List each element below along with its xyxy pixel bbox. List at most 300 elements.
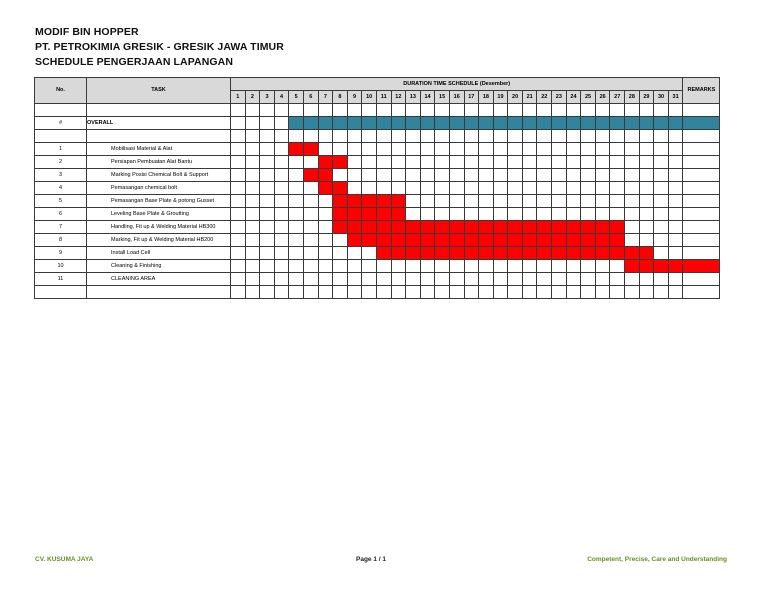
empty-cell (683, 286, 720, 299)
empty-cell (362, 104, 377, 117)
day-cell (391, 273, 406, 286)
schedule-bar-cell (654, 117, 669, 130)
day-cell (435, 260, 450, 273)
day-number: 30 (654, 91, 669, 104)
schedule-bar-cell (610, 117, 625, 130)
day-cell (581, 169, 596, 182)
day-cell (406, 260, 421, 273)
empty-cell (333, 104, 348, 117)
day-cell (508, 182, 523, 195)
schedule-bar-cell (376, 208, 391, 221)
empty-cell (537, 130, 552, 143)
schedule-bar-cell (318, 182, 333, 195)
day-cell (610, 208, 625, 221)
schedule-bar-cell (420, 117, 435, 130)
day-cell (654, 156, 669, 169)
day-cell (552, 195, 567, 208)
day-cell (654, 195, 669, 208)
day-cell (449, 143, 464, 156)
empty-cell (303, 130, 318, 143)
task-number: 5 (35, 195, 87, 208)
day-cell (552, 260, 567, 273)
day-cell (581, 260, 596, 273)
task-number: 7 (35, 221, 87, 234)
day-cell (391, 260, 406, 273)
schedule-bar-cell (522, 234, 537, 247)
day-cell (347, 156, 362, 169)
day-cell (654, 247, 669, 260)
day-cell (289, 221, 304, 234)
task-name-cell (87, 260, 231, 273)
day-cell (639, 143, 654, 156)
day-cell (333, 234, 348, 247)
day-cell (668, 208, 683, 221)
day-number: 16 (449, 91, 464, 104)
day-cell (260, 143, 275, 156)
day-cell (581, 195, 596, 208)
schedule-bar-cell (566, 221, 581, 234)
schedule-bar-cell (595, 117, 610, 130)
day-cell (610, 143, 625, 156)
day-cell (260, 208, 275, 221)
day-number: 17 (464, 91, 479, 104)
schedule-bar-cell (391, 234, 406, 247)
empty-cell (318, 104, 333, 117)
empty-cell (260, 130, 275, 143)
day-cell (231, 208, 246, 221)
schedule-bar-cell (566, 234, 581, 247)
day-number: 24 (566, 91, 581, 104)
day-cell (522, 156, 537, 169)
day-cell (289, 182, 304, 195)
schedule-bar-cell (537, 234, 552, 247)
task-name-cell (87, 208, 231, 221)
empty-cell (362, 130, 377, 143)
empty-cell (420, 104, 435, 117)
day-cell (420, 273, 435, 286)
task-number: 11 (35, 273, 87, 286)
day-number: 26 (595, 91, 610, 104)
overall-row (35, 117, 720, 130)
empty-cell (87, 130, 231, 143)
footer-page-number: Page 1 / 1 (356, 556, 386, 563)
day-cell (231, 260, 246, 273)
day-cell (625, 169, 640, 182)
day-cell (435, 208, 450, 221)
day-cell (522, 143, 537, 156)
day-cell (508, 156, 523, 169)
day-cell (566, 169, 581, 182)
day-cell (668, 273, 683, 286)
day-cell (274, 234, 289, 247)
day-cell (245, 234, 260, 247)
spacer-row (35, 286, 720, 299)
day-cell (464, 195, 479, 208)
day-cell (479, 260, 494, 273)
day-cell (303, 195, 318, 208)
empty-cell (406, 286, 421, 299)
schedule-bar-cell (376, 247, 391, 260)
empty-cell (35, 130, 87, 143)
remarks-cell (683, 156, 720, 169)
day-cell (654, 234, 669, 247)
day-cell (449, 273, 464, 286)
task-name: Cleaning & Finishing (111, 262, 162, 269)
empty-cell (391, 104, 406, 117)
day-cell (508, 195, 523, 208)
task-row (35, 260, 720, 273)
empty-cell (347, 130, 362, 143)
empty-cell (566, 104, 581, 117)
empty-cell (668, 104, 683, 117)
day-cell (449, 208, 464, 221)
day-cell (552, 182, 567, 195)
day-cell (493, 156, 508, 169)
day-cell (625, 221, 640, 234)
empty-cell (552, 130, 567, 143)
empty-cell (35, 104, 87, 117)
day-cell (639, 273, 654, 286)
day-cell (391, 182, 406, 195)
task-row (35, 169, 720, 182)
task-number: 3 (35, 169, 87, 182)
schedule-bar-cell (406, 117, 421, 130)
empty-cell (683, 130, 720, 143)
empty-cell (625, 130, 640, 143)
empty-cell (289, 104, 304, 117)
day-cell (566, 208, 581, 221)
day-cell (639, 182, 654, 195)
schedule-bar-cell (581, 117, 596, 130)
day-cell (464, 169, 479, 182)
schedule-bar-cell (639, 117, 654, 130)
day-cell (391, 156, 406, 169)
empty-cell (522, 104, 537, 117)
day-cell (595, 260, 610, 273)
day-cell (420, 156, 435, 169)
day-cell (668, 182, 683, 195)
day-cell (654, 143, 669, 156)
day-cell (508, 260, 523, 273)
empty-cell (668, 286, 683, 299)
schedule-bar-cell (493, 234, 508, 247)
schedule-bar-cell (552, 247, 567, 260)
day-cell (231, 117, 246, 130)
empty-cell (35, 286, 87, 299)
day-cell (464, 208, 479, 221)
day-cell (274, 260, 289, 273)
day-cell (668, 195, 683, 208)
schedule-bar-cell (595, 221, 610, 234)
day-cell (347, 260, 362, 273)
task-name: Marking Posisi Chemical Bolt & Support (111, 171, 209, 178)
schedule-bar-cell (625, 247, 640, 260)
day-cell (245, 247, 260, 260)
day-cell (668, 221, 683, 234)
day-cell (581, 182, 596, 195)
schedule-bar-cell (435, 247, 450, 260)
schedule-bar-cell (362, 208, 377, 221)
day-cell (391, 143, 406, 156)
empty-cell (87, 104, 231, 117)
empty-cell (333, 130, 348, 143)
task-name-cell (87, 182, 231, 195)
day-cell (479, 156, 494, 169)
schedule-bar-cell (362, 221, 377, 234)
day-cell (231, 273, 246, 286)
schedule-bar-cell (537, 247, 552, 260)
remarks-cell (683, 143, 720, 156)
empty-cell (449, 286, 464, 299)
empty-cell (289, 130, 304, 143)
spacer-row (35, 104, 720, 117)
day-cell (479, 195, 494, 208)
day-cell (537, 156, 552, 169)
day-cell (274, 156, 289, 169)
day-cell (406, 143, 421, 156)
col-header-remarks: REMARKS (683, 78, 720, 104)
day-number: 1 (231, 91, 246, 104)
day-cell (274, 143, 289, 156)
empty-cell (639, 286, 654, 299)
day-cell (522, 260, 537, 273)
day-cell (654, 221, 669, 234)
day-cell (303, 260, 318, 273)
day-cell (406, 208, 421, 221)
day-cell (449, 182, 464, 195)
day-cell (537, 208, 552, 221)
schedule-bar-cell (449, 234, 464, 247)
schedule-bar-cell (376, 117, 391, 130)
remarks-cell (683, 247, 720, 260)
day-cell (260, 156, 275, 169)
empty-cell (245, 286, 260, 299)
day-cell (289, 169, 304, 182)
schedule-bar-cell (347, 195, 362, 208)
day-cell (595, 156, 610, 169)
day-cell (260, 169, 275, 182)
empty-cell (274, 104, 289, 117)
schedule-bar-cell (333, 117, 348, 130)
day-cell (260, 221, 275, 234)
schedule-bar-cell (376, 195, 391, 208)
empty-cell (435, 130, 450, 143)
day-number: 14 (420, 91, 435, 104)
task-name-cell (87, 247, 231, 260)
day-number: 19 (493, 91, 508, 104)
empty-cell (508, 286, 523, 299)
empty-cell (610, 286, 625, 299)
day-cell (362, 247, 377, 260)
day-cell (566, 143, 581, 156)
schedule-bar-cell (391, 221, 406, 234)
task-name: Install Load Cell (111, 249, 151, 256)
day-cell (522, 182, 537, 195)
empty-cell (493, 130, 508, 143)
day-number: 25 (581, 91, 596, 104)
empty-cell (376, 286, 391, 299)
task-name: Marking, Fit up & Welding Material HB200 (111, 236, 214, 243)
empty-cell (231, 286, 246, 299)
day-cell (376, 260, 391, 273)
empty-cell (274, 130, 289, 143)
day-cell (566, 195, 581, 208)
schedule-bar-cell (522, 247, 537, 260)
empty-cell (639, 104, 654, 117)
day-cell (303, 182, 318, 195)
day-number: 28 (625, 91, 640, 104)
schedule-bar-cell (464, 247, 479, 260)
day-cell (347, 247, 362, 260)
day-cell (333, 260, 348, 273)
empty-cell (610, 104, 625, 117)
day-cell (435, 195, 450, 208)
day-cell (318, 273, 333, 286)
schedule-bar-cell (595, 247, 610, 260)
schedule-bar-cell (420, 234, 435, 247)
empty-cell (231, 130, 246, 143)
schedule-bar-cell (435, 117, 450, 130)
day-cell (245, 221, 260, 234)
day-cell (245, 182, 260, 195)
task-row (35, 221, 720, 234)
day-cell (318, 143, 333, 156)
schedule-bar-cell (464, 117, 479, 130)
day-cell (347, 169, 362, 182)
day-cell (595, 169, 610, 182)
day-cell (260, 247, 275, 260)
day-cell (537, 143, 552, 156)
day-cell (260, 117, 275, 130)
day-cell (274, 195, 289, 208)
day-cell (552, 208, 567, 221)
task-name: CLEANING AREA (111, 275, 156, 282)
empty-cell (464, 286, 479, 299)
empty-cell (493, 104, 508, 117)
day-cell (260, 234, 275, 247)
day-cell (347, 273, 362, 286)
title-project: MODIF BIN HOPPER (35, 26, 139, 38)
empty-cell (595, 286, 610, 299)
day-cell (289, 195, 304, 208)
schedule-bar-cell (522, 117, 537, 130)
empty-cell (654, 104, 669, 117)
day-cell (289, 234, 304, 247)
day-cell (464, 182, 479, 195)
schedule-bar-cell (493, 117, 508, 130)
day-cell (595, 195, 610, 208)
day-cell (245, 143, 260, 156)
day-cell (668, 143, 683, 156)
schedule-bar-cell (406, 247, 421, 260)
day-cell (347, 182, 362, 195)
schedule-bar-cell (347, 117, 362, 130)
task-name-cell (87, 195, 231, 208)
day-cell (303, 234, 318, 247)
empty-cell (537, 104, 552, 117)
task-name: Persiapan Pembuatan Alat Bantu (111, 158, 193, 165)
day-cell (231, 169, 246, 182)
schedule-bar-cell (654, 260, 669, 273)
schedule-bar-cell (508, 234, 523, 247)
empty-cell (347, 104, 362, 117)
task-name: Leveling Base Plate & Groutting (111, 210, 189, 217)
remarks-cell (683, 117, 720, 130)
schedule-bar-cell (406, 221, 421, 234)
day-cell (245, 260, 260, 273)
day-cell (625, 156, 640, 169)
task-number: 9 (35, 247, 87, 260)
day-cell (581, 208, 596, 221)
remarks-cell (683, 260, 720, 273)
empty-cell (595, 104, 610, 117)
day-cell (435, 169, 450, 182)
day-cell (260, 195, 275, 208)
day-cell (449, 156, 464, 169)
empty-cell (87, 286, 231, 299)
day-cell (362, 169, 377, 182)
remarks-cell (683, 273, 720, 286)
schedule-bar-cell (391, 117, 406, 130)
empty-cell (625, 104, 640, 117)
day-cell (668, 234, 683, 247)
day-cell (625, 195, 640, 208)
day-cell (522, 208, 537, 221)
day-cell (654, 273, 669, 286)
document-header (35, 25, 284, 70)
day-cell (595, 273, 610, 286)
day-cell (333, 247, 348, 260)
empty-cell (347, 286, 362, 299)
day-cell (581, 273, 596, 286)
day-cell (449, 260, 464, 273)
task-name: Pemasangan Base Plate & potong Gusset (111, 197, 215, 204)
day-number: 12 (391, 91, 406, 104)
schedule-bar-cell (566, 247, 581, 260)
empty-cell (493, 286, 508, 299)
empty-cell (260, 104, 275, 117)
schedule-bar-cell (391, 195, 406, 208)
day-cell (639, 208, 654, 221)
day-cell (347, 143, 362, 156)
remarks-cell (683, 208, 720, 221)
day-cell (245, 208, 260, 221)
task-row (35, 208, 720, 221)
empty-cell (318, 130, 333, 143)
remarks-cell (683, 195, 720, 208)
day-cell (420, 260, 435, 273)
day-cell (435, 182, 450, 195)
day-cell (406, 195, 421, 208)
day-cell (537, 169, 552, 182)
schedule-bar-cell (303, 117, 318, 130)
day-cell (668, 156, 683, 169)
day-cell (245, 117, 260, 130)
day-cell (464, 156, 479, 169)
day-cell (581, 156, 596, 169)
schedule-bar-cell (303, 169, 318, 182)
title-schedule: SCHEDULE PENGERJAAN LAPANGAN (35, 56, 234, 68)
empty-cell (566, 130, 581, 143)
remarks-cell (683, 169, 720, 182)
schedule-bar-cell (522, 221, 537, 234)
day-cell (362, 182, 377, 195)
day-cell (435, 156, 450, 169)
day-cell (566, 273, 581, 286)
schedule-bar-cell (595, 234, 610, 247)
task-number: 1 (35, 143, 87, 156)
day-cell (231, 182, 246, 195)
